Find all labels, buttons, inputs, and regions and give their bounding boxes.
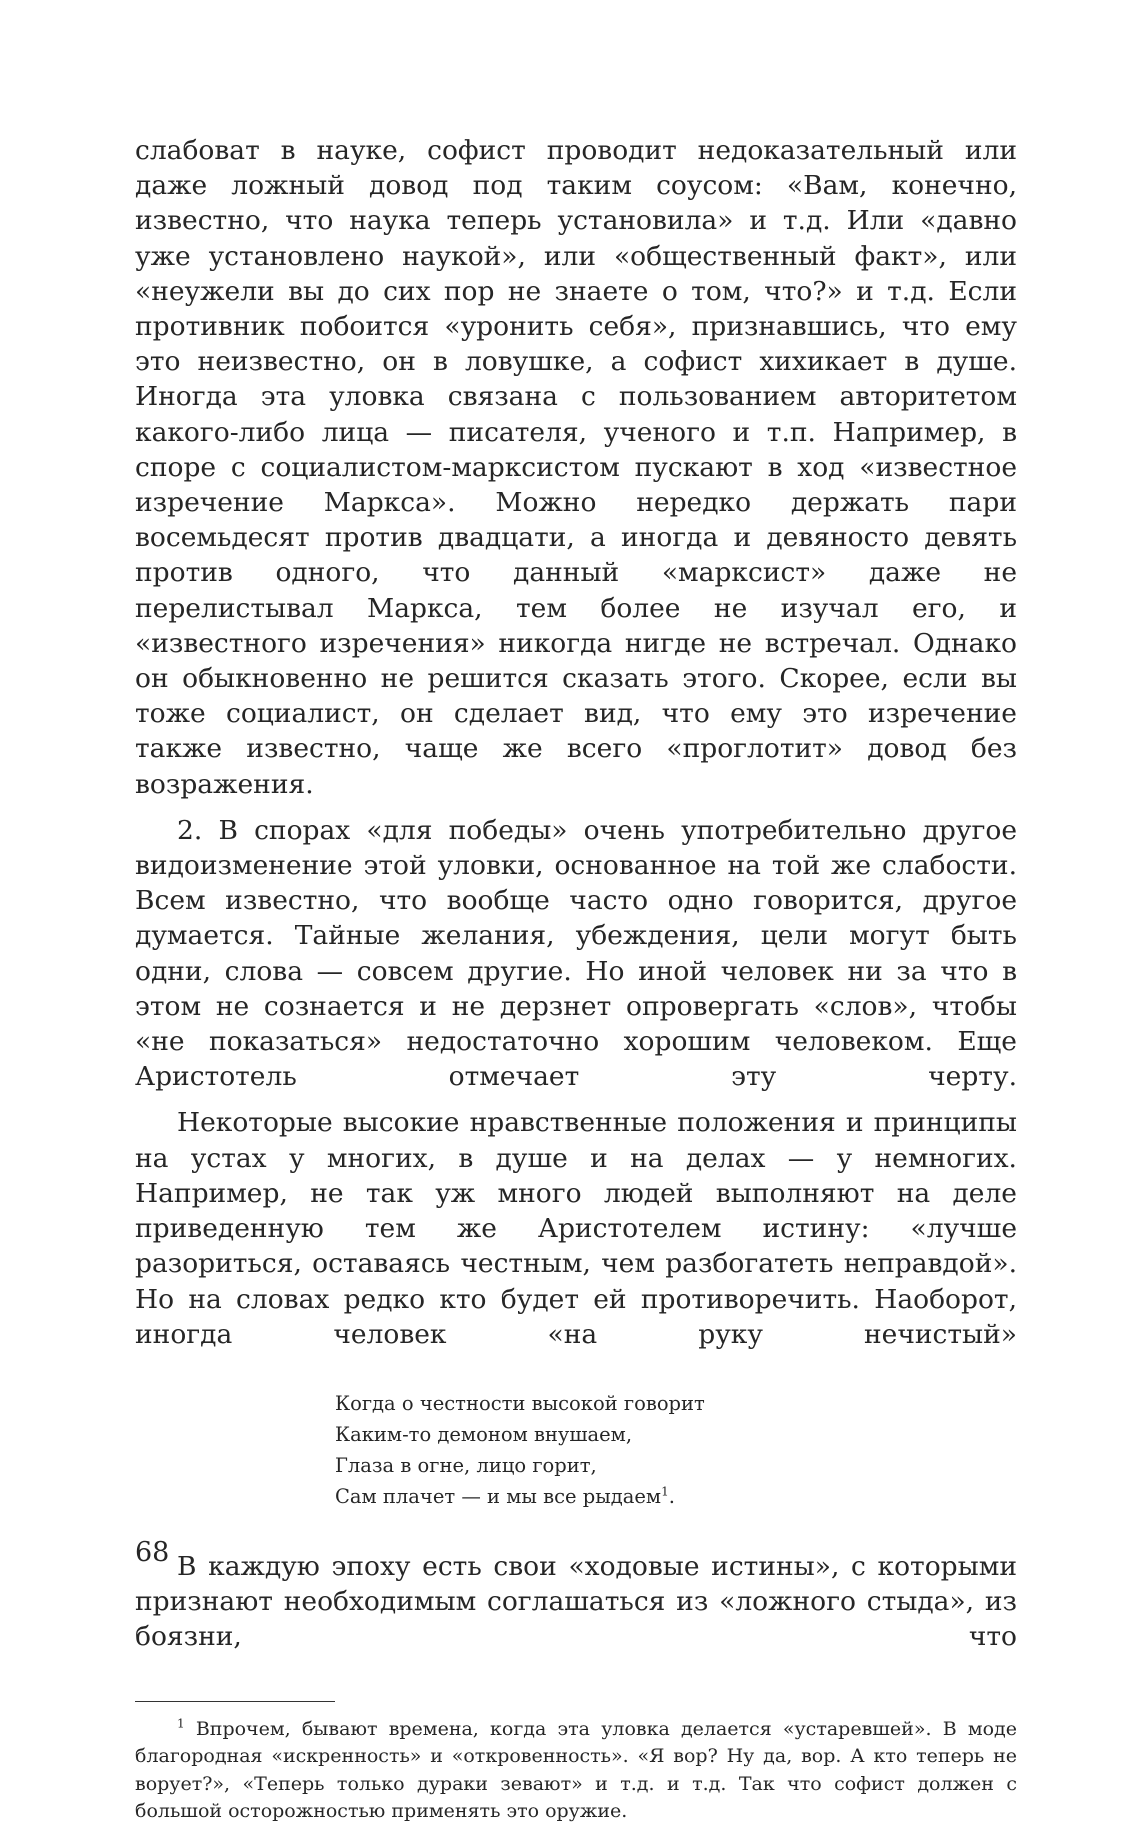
footnote-reference[interactable]: 1 bbox=[661, 1484, 669, 1499]
paragraph-3: Некоторые высокие нравственные положения и принципы на устах у многих, в душе и на делах — у немногих. Например, не так уж много людей выполняют на деле приведенную тем же Аристотелем истину: «лучше разориться, оставаясь честным, чем разбогатеть неправдой». Но на словах редко кто будет ей противоречить. Наоборот, иногда человек «на руку нечистый» bbox=[135, 1107, 1017, 1350]
poem-quote bbox=[335, 1388, 1017, 1512]
poem-line-2: Каким-то демоном внушаем, bbox=[335, 1422, 633, 1446]
paragraph-gap bbox=[135, 1094, 1017, 1105]
footnote-text: Впрочем, бывают времена, когда эта уловка делается «устаревшей». В моде благородная «искренность» и «откровенность». «Я вор? Ну да, вор. А кто теперь не ворует?», «Теперь только дураки зевают» и т.д. и т.д. Так что софист должен с большой осторожностью применять это оружие. bbox=[135, 1717, 1017, 1823]
poem-line-3: Глаза в огне, лицо горит, bbox=[335, 1453, 597, 1477]
poem-line-4 bbox=[335, 1481, 1017, 1512]
poem-line-1: Когда о честности высокой говорит bbox=[335, 1391, 705, 1415]
poem-end-punctuation: . bbox=[668, 1484, 675, 1508]
footnote-divider bbox=[135, 1701, 335, 1702]
page-content bbox=[135, 133, 1017, 1845]
footnote-mark: 1 bbox=[177, 1716, 185, 1731]
page-number: 68 bbox=[135, 1537, 170, 1568]
paragraph-1: слабоват в науке, софист проводит недоказательный или даже ложный довод под таким соусом: «Вам, конечно, известно, что наука теперь установила» и т.д. Или «давно уже установлено наукой», или «общественный факт», или «неужели вы до сих пор не знаете о том, что?» и т.д. Если противник побоится «уронить себя», признавшись, что ему это неизвестно, он в ловушке, а софист хихикает в душе. Иногда эта уловка связана с пользованием авторитетом какого-либо лица — писателя, ученого и т.п. Например, в споре с социалистом-марксистом пускают в ход «известное изречение Маркса». Можно нередко держать пари восемьдесят против двадцати, а иногда и девяносто девять против одного, что данный «марксист» даже не перелистывал Маркса, тем более не изучал его, и «известного изречения» никогда нигде не встречал. Однако он обыкновенно не решится сказать этого. Скорее, если вы тоже социалист, он сделает вид, что ему это изречение также известно, чаще же всего «проглотит» довод без возражения. bbox=[135, 135, 1017, 800]
footnote bbox=[135, 1716, 1017, 1826]
poem-line-4-text: Сам плачет — и мы все рыдаем bbox=[335, 1484, 662, 1508]
paragraph-4: В каждую эпоху есть свои «ходовые истины», с которыми признают необходимым соглашаться из «ложного стыда», из боязни, что bbox=[135, 1550, 1017, 1653]
paragraph-gap bbox=[135, 802, 1017, 813]
paragraph-2: 2. В спорах «для победы» очень употребительно другое видоизменение этой уловки, основанное на той же слабости. Всем известно, что вообще часто одно говорится, другое думается. Тайные желания, убеждения, цели могут быть одни, слова — совсем другие. Но иной человек ни за что в этом не сознается и не дерзнет опровергать «слов», чтобы «не показаться» недостаточно хорошим человеком. Еще Аристотель отмечает эту черту. bbox=[135, 814, 1017, 1093]
